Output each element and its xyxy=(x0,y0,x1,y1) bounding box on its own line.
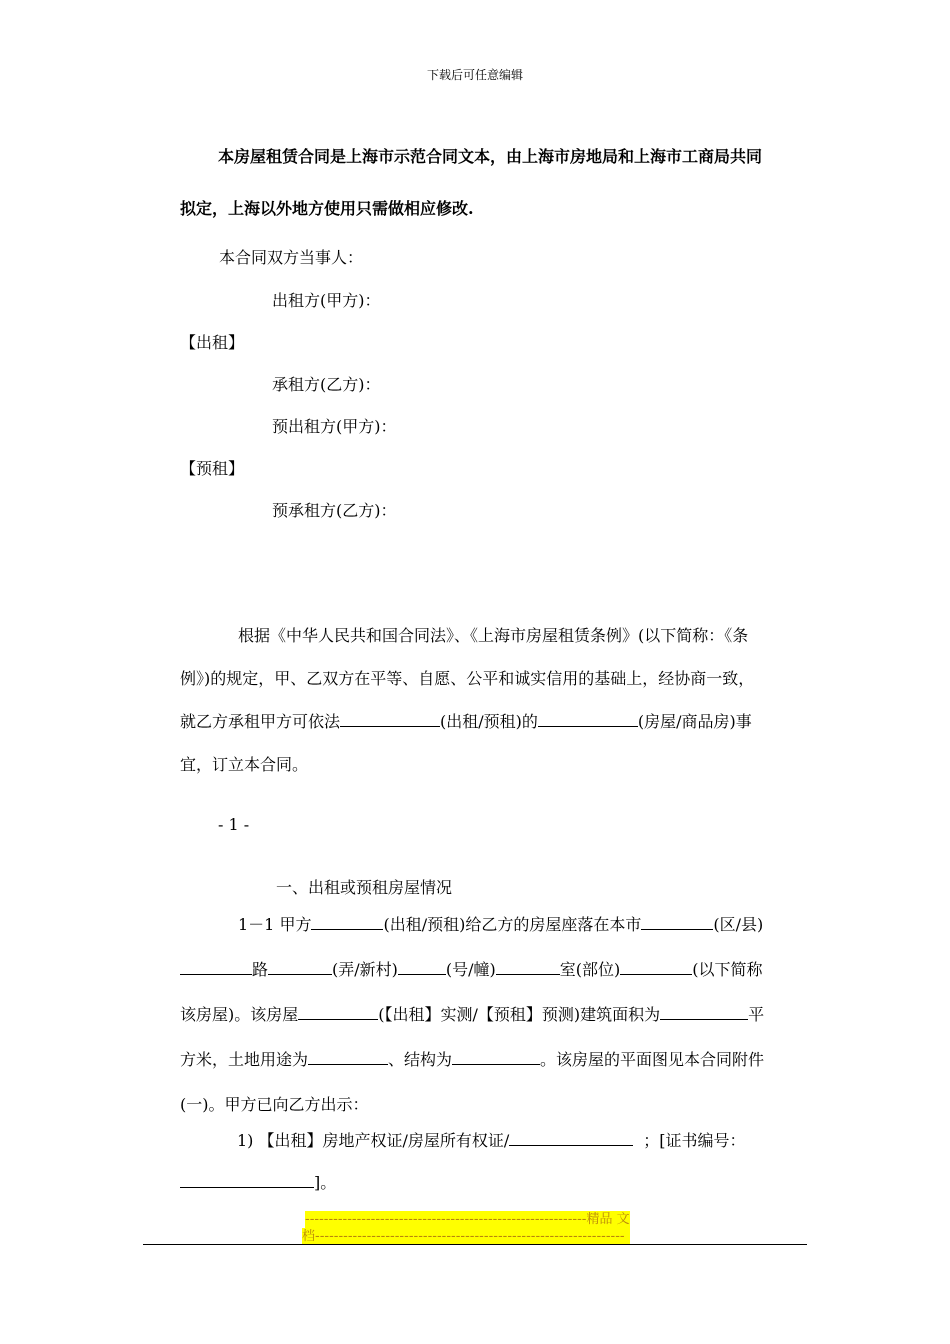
parties-heading: 本合同双方当事人： xyxy=(219,248,364,267)
footer-watermark xyxy=(302,1211,630,1245)
blank-field xyxy=(452,1050,540,1065)
blank-field xyxy=(180,1173,314,1188)
s1-text-d: 路 xyxy=(252,960,269,979)
s1-text-h: (以下简称该房屋)。该房屋 xyxy=(180,960,763,1024)
s1-text-l: 。该房屋的平面图见本合同附件(一)。甲方已向乙方出示： xyxy=(180,1050,765,1114)
blank-field xyxy=(308,1050,388,1065)
lessor-label: 出租方(甲方)： xyxy=(272,291,381,310)
lessee-label: 承租方(乙方)： xyxy=(272,375,381,394)
pre-lessor-label: 预出租方(甲方)： xyxy=(272,417,397,436)
footer-rule xyxy=(143,1244,807,1245)
s1-text-i: (【出租】实测/【预租】预测)建筑面积为 xyxy=(378,1005,661,1024)
intro-paragraph: 本房屋租赁合同是上海市示范合同文本，由上海市房地局和上海市工商局共同拟定，上海以外地方使用只需做相应修改. xyxy=(180,147,763,218)
s1-text-g: 室(部位) xyxy=(559,960,621,979)
s1-text-e: (弄/新村) xyxy=(332,960,398,979)
s1-text-k: 、结构为 xyxy=(388,1050,453,1069)
pre-tag: 【预租】 xyxy=(180,459,245,478)
blank-field xyxy=(660,1005,748,1020)
blank-field xyxy=(509,1131,633,1146)
s1-text-j: 平方米，土地用途为 xyxy=(180,1005,765,1069)
rent-tag: 【出租】 xyxy=(180,333,245,352)
item-1-line xyxy=(237,1128,746,1151)
page-header: 下载后可任意编辑 xyxy=(426,68,523,82)
pre-lessee-label: 预承租方(乙方)： xyxy=(272,501,397,520)
blank-field xyxy=(180,960,252,975)
blank-field xyxy=(398,960,446,975)
s1-text-f: (号/幢) xyxy=(445,960,496,979)
blank-field xyxy=(298,1005,378,1020)
basis-text-3: (房屋/商品房)事宜，订立本合同。 xyxy=(180,712,752,774)
blank-field xyxy=(496,960,560,975)
blank-field xyxy=(620,960,692,975)
blank-field xyxy=(538,712,638,727)
blank-field xyxy=(340,712,440,727)
page-number: - 1 - xyxy=(218,815,250,834)
section-1-1-paragraph xyxy=(180,902,770,1127)
item1-text-a: 1) 【出租】房地产权证/房屋所有权证/ xyxy=(237,1131,510,1150)
basis-text-2: (出租/预租)的 xyxy=(440,712,538,731)
s1-text-b: (出租/预租)给乙方的房屋座落在本市 xyxy=(383,915,642,934)
blank-field xyxy=(268,960,332,975)
item-1-line-2 xyxy=(180,1170,336,1193)
item1-text-c: ]。 xyxy=(314,1173,337,1192)
item1-text-b: ；[证书编号： xyxy=(643,1131,746,1150)
blank-field xyxy=(641,915,713,930)
basis-paragraph xyxy=(180,614,770,786)
s1-text-a: 1－1 甲方 xyxy=(238,915,312,934)
s1-text-c: (区/县) xyxy=(713,915,764,934)
footer-line-1: ------------------------------------------------------------精品 文 xyxy=(305,1212,630,1227)
blank-field xyxy=(311,915,383,930)
section-title: 一、出租或预租房屋情况 xyxy=(276,878,453,897)
footer-line-2: 档------------------------------------------------------------------ xyxy=(302,1228,630,1245)
basis-text-1: 根据《中华人民共和国合同法》、《上海市房屋租赁条例》(以下简称：《条例》)的规定，甲、乙双方在平等、自愿、公平和诚实信用的基础上，经协商一致，就乙方承租甲方可依法 xyxy=(180,626,755,731)
